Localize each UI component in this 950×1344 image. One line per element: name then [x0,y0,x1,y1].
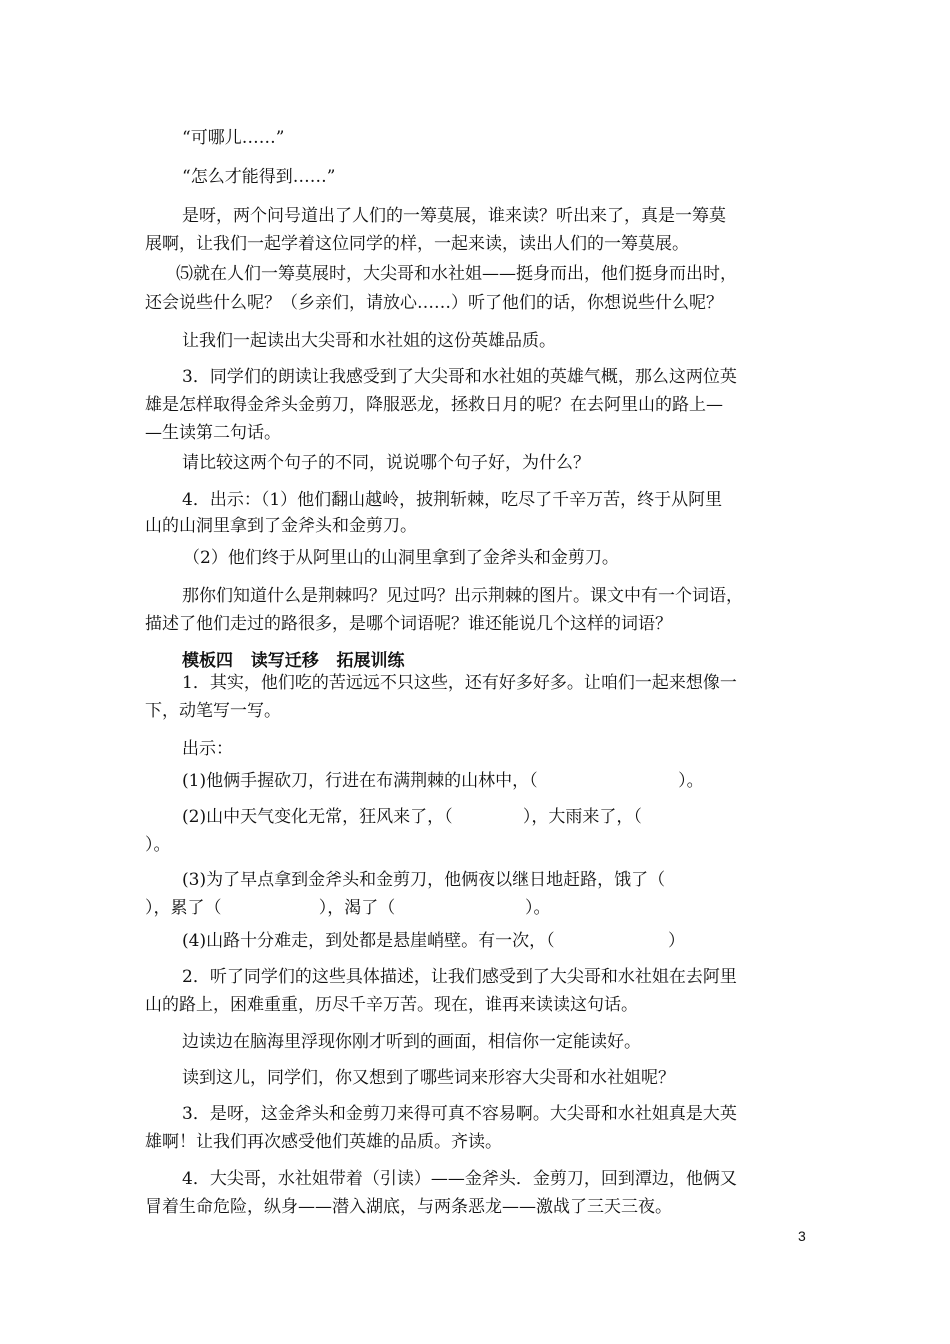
text-line: 3．是呀，这金斧头和金剪刀来得可真不容易啊。大尖哥和水社姐真是大英 [182,1104,737,1124]
text-line: (1)他俩手握砍刀，行进在布满荆棘的山林中，（ ）。 [182,771,704,791]
text-line: 1．其实，他们吃的苦远远不只这些，还有好多好多。让咱们一起来想像一 [182,673,737,693]
text-line: “怎么才能得到……” [182,167,336,187]
text-line: (3)为了早点拿到金斧头和金剪刀，他俩夜以继日地赶路，饿了（ [182,870,666,890]
text-line: 2．听了同学们的这些具体描述，让我们感受到了大尖哥和水社姐在去阿里 [182,967,737,987]
text-line: 读到这儿，同学们，你又想到了哪些词来形容大尖哥和水社姐呢？ [182,1068,675,1088]
text-line: 山的山洞里拿到了金斧头和金剪刀。 [145,516,417,536]
text-line: 山的路上，困难重重，历尽千辛万苦。现在，谁再来读读这句话。 [145,995,638,1015]
text-line: ），累了（ ），渴了（ ）。 [145,898,551,918]
text-line: 4．大尖哥，水社姐带着（引读）——金斧头．金剪刀，回到潭边，他俩又 [182,1169,737,1189]
text-line: (4)山路十分难走，到处都是悬崖峭壁。有一次，（ ） [182,931,686,951]
text-line: 让我们一起读出大尖哥和水社姐的这份英雄品质。 [182,331,556,351]
text-line: （2）他们终于从阿里山的山洞里拿到了金斧头和金剪刀。 [183,548,619,568]
text-line: “可哪儿……” [182,128,285,148]
text-line: 请比较这两个句子的不同，说说哪个句子好，为什么？ [182,453,590,473]
text-line: 还会说些什么呢？（乡亲们，请放心……）听了他们的话，你想说些什么呢？ [145,293,723,313]
text-line: 边读边在脑海里浮现你刚才听到的画面，相信你一定能读好。 [182,1032,641,1052]
section-heading: 模板四 读写迁移 拓展训练 [182,651,405,671]
text-line: 4．出示：（1）他们翻山越岭，披荆斩棘，吃尽了千辛万苦，终于从阿里 [182,490,723,510]
text-line: 雄是怎样取得金斧头金剪刀，降服恶龙，拯救日月的呢？在去阿里山的路上— [145,395,723,415]
text-line: 下，动笔写一写。 [145,701,281,721]
text-line: 是呀，两个问号道出了人们的一筹莫展，谁来读？听出来了，真是一筹莫 [182,206,726,226]
text-line: 3．同学们的朗读让我感受到了大尖哥和水社姐的英雄气概，那么这两位英 [182,367,737,387]
text-line: 描述了他们走过的路很多，是哪个词语呢？谁还能说几个这样的词语？ [145,614,672,634]
text-line: 那你们知道什么是荆棘吗？见过吗？出示荆棘的图片。课文中有一个词语， [182,586,743,606]
text-line: —生读第二句话。 [145,423,281,443]
text-line: 出示： [182,739,233,759]
text-line: 雄啊！让我们再次感受他们英雄的品质。齐读。 [145,1132,502,1152]
page-number: 3 [798,1228,806,1244]
text-line: (2)山中天气变化无常，狂风来了，（ ），大雨来了，（ [182,807,642,827]
text-line: 冒着生命危险，纵身——潜入湖底，与两条恶龙——激战了三天三夜。 [145,1197,672,1217]
text-line: ）。 [145,835,171,855]
text-line: ⑸就在人们一筹莫展时，大尖哥和水社姐——挺身而出，他们挺身而出时， [176,264,737,284]
text-line: 展啊，让我们一起学着这位同学的样，一起来读，读出人们的一筹莫展。 [145,234,689,254]
